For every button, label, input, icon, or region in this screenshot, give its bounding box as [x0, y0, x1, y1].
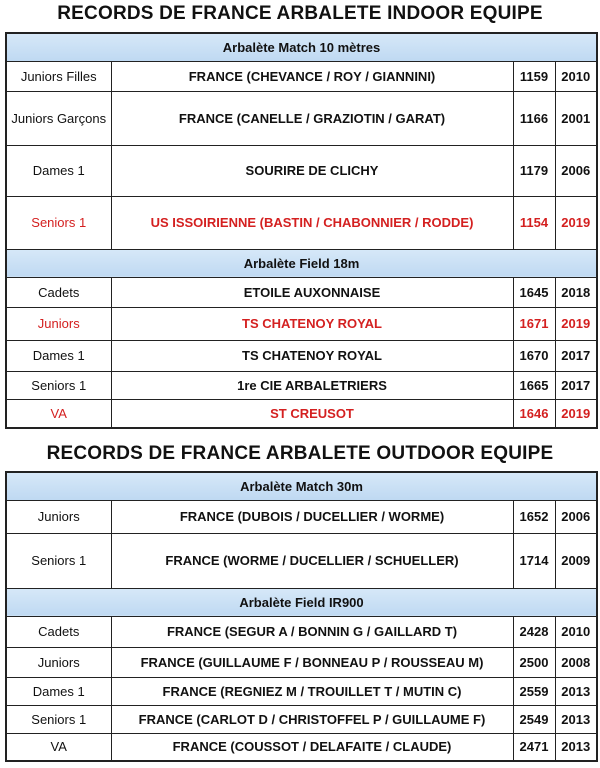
- category-cell: Juniors: [6, 500, 111, 533]
- team-cell: FRANCE (CARLOT D / CHRISTOFFEL P / GUILLAUME F): [111, 705, 513, 733]
- table-row: [6, 340, 597, 371]
- table-row: [6, 705, 597, 733]
- table-row: [6, 616, 597, 647]
- team-cell: FRANCE (GUILLAUME F / BONNEAU P / ROUSSEAU M): [111, 647, 513, 677]
- table-row: [6, 733, 597, 761]
- score-cell: 2471: [513, 733, 555, 761]
- score-cell: 1154: [513, 196, 555, 249]
- team-cell: FRANCE (DUBOIS / DUCELLIER / WORME): [111, 500, 513, 533]
- score-cell: 1646: [513, 399, 555, 428]
- score-cell: 1652: [513, 500, 555, 533]
- score-cell: 1645: [513, 277, 555, 307]
- category-cell: Juniors: [6, 307, 111, 340]
- table-row: [6, 533, 597, 588]
- team-cell: FRANCE (WORME / DUCELLIER / SCHUELLER): [111, 533, 513, 588]
- table-row: [6, 371, 597, 399]
- table-row: [6, 307, 597, 340]
- team-cell: 1re CIE ARBALETRIERS: [111, 371, 513, 399]
- group-header-match-30m: Arbalète Match 30m: [6, 472, 597, 500]
- table-row: [6, 399, 597, 428]
- table-row: [6, 196, 597, 249]
- table-row: [6, 500, 597, 533]
- year-cell: 2001: [555, 91, 597, 145]
- team-cell: FRANCE (CANELLE / GRAZIOTIN / GARAT): [111, 91, 513, 145]
- year-cell: 2006: [555, 500, 597, 533]
- category-cell: Juniors Filles: [6, 61, 111, 91]
- group-header-field-ir900: Arbalète Field IR900: [6, 588, 597, 616]
- year-cell: 2013: [555, 677, 597, 705]
- category-cell: Juniors: [6, 647, 111, 677]
- team-cell: TS CHATENOY ROYAL: [111, 307, 513, 340]
- category-cell: Cadets: [6, 616, 111, 647]
- year-cell: 2019: [555, 399, 597, 428]
- category-cell: Seniors 1: [6, 705, 111, 733]
- year-cell: 2017: [555, 340, 597, 371]
- table-row: [6, 277, 597, 307]
- score-cell: 2428: [513, 616, 555, 647]
- year-cell: 2019: [555, 196, 597, 249]
- year-cell: 2008: [555, 647, 597, 677]
- team-cell: US ISSOIRIENNE (BASTIN / CHABONNIER / RODDE): [111, 196, 513, 249]
- score-cell: 1159: [513, 61, 555, 91]
- year-cell: 2010: [555, 616, 597, 647]
- team-cell: FRANCE (COUSSOT / DELAFAITE / CLAUDE): [111, 733, 513, 761]
- score-cell: 2500: [513, 647, 555, 677]
- year-cell: 2010: [555, 61, 597, 91]
- score-cell: 1670: [513, 340, 555, 371]
- outdoor-title: RECORDS DE FRANCE ARBALETE OUTDOOR EQUIPE: [46, 443, 554, 464]
- team-cell: TS CHATENOY ROYAL: [111, 340, 513, 371]
- score-cell: 1665: [513, 371, 555, 399]
- category-cell: VA: [6, 399, 111, 428]
- year-cell: 2017: [555, 371, 597, 399]
- team-cell: FRANCE (REGNIEZ M / TROUILLET T / MUTIN C): [111, 677, 513, 705]
- category-cell: VA: [6, 733, 111, 761]
- score-cell: 1714: [513, 533, 555, 588]
- category-cell: Dames 1: [6, 677, 111, 705]
- year-cell: 2013: [555, 733, 597, 761]
- table-row: [6, 91, 597, 145]
- table-row: [6, 61, 597, 91]
- score-cell: 2559: [513, 677, 555, 705]
- table-row: [6, 145, 597, 196]
- score-cell: 2549: [513, 705, 555, 733]
- team-cell: ST CREUSOT: [111, 399, 513, 428]
- category-cell: Cadets: [6, 277, 111, 307]
- category-cell: Seniors 1: [6, 196, 111, 249]
- year-cell: 2013: [555, 705, 597, 733]
- category-cell: Seniors 1: [6, 533, 111, 588]
- outdoor-records-table: [5, 471, 598, 762]
- year-cell: 2009: [555, 533, 597, 588]
- category-cell: Dames 1: [6, 340, 111, 371]
- team-cell: ETOILE AUXONNAISE: [111, 277, 513, 307]
- category-cell: Dames 1: [6, 145, 111, 196]
- year-cell: 2018: [555, 277, 597, 307]
- indoor-records-table: [5, 32, 598, 429]
- group-header-match-10m: Arbalète Match 10 mètres: [6, 33, 597, 61]
- year-cell: 2006: [555, 145, 597, 196]
- table-row: [6, 677, 597, 705]
- team-cell: FRANCE (SEGUR A / BONNIN G / GAILLARD T): [111, 616, 513, 647]
- score-cell: 1179: [513, 145, 555, 196]
- indoor-title: RECORDS DE FRANCE ARBALETE INDOOR EQUIPE: [57, 3, 543, 24]
- year-cell: 2019: [555, 307, 597, 340]
- score-cell: 1671: [513, 307, 555, 340]
- group-header-field-18m: Arbalète Field 18m: [6, 249, 597, 277]
- team-cell: SOURIRE DE CLICHY: [111, 145, 513, 196]
- table-row: [6, 647, 597, 677]
- category-cell: Seniors 1: [6, 371, 111, 399]
- category-cell: Juniors Garçons: [6, 91, 111, 145]
- score-cell: 1166: [513, 91, 555, 145]
- team-cell: FRANCE (CHEVANCE / ROY / GIANNINI): [111, 61, 513, 91]
